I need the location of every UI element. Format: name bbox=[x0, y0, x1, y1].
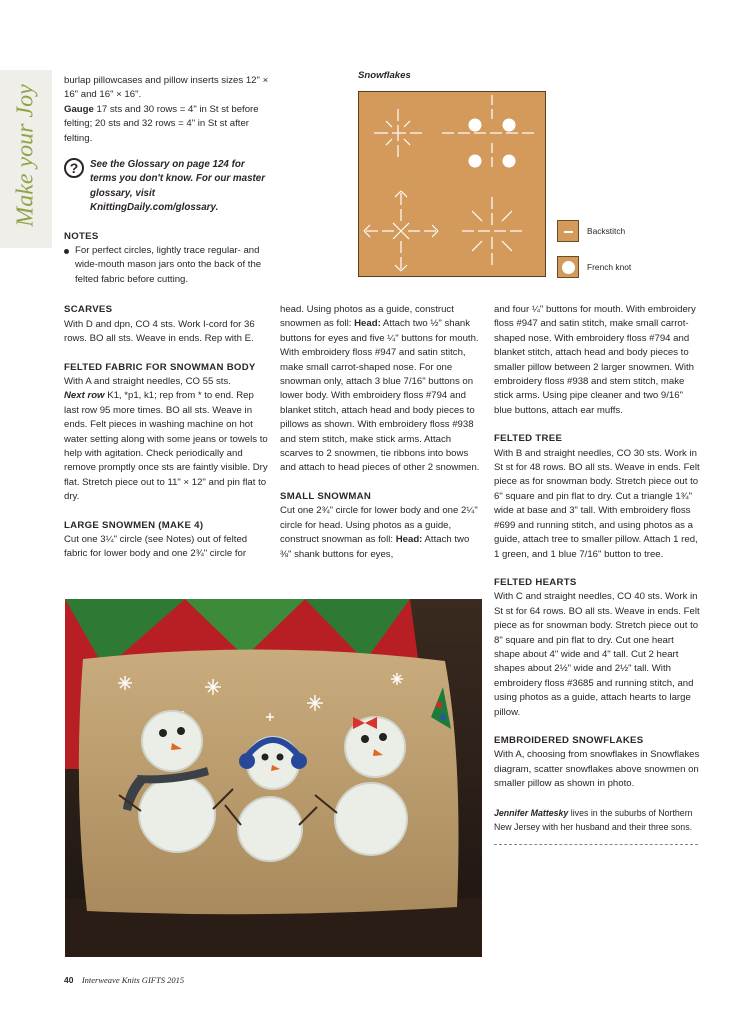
diagram-background bbox=[359, 92, 546, 277]
small-snowman-heading: SMALL SNOWMAN bbox=[280, 490, 372, 502]
bullet-icon bbox=[64, 249, 69, 254]
scarves-heading: SCARVES bbox=[64, 304, 113, 316]
french-knot-icon bbox=[557, 256, 579, 278]
legend-french-knot bbox=[557, 256, 631, 278]
glossary-text: See the Glossary on page 124 for terms you don't know. For our master glossary, visit KnittingDaily.com/glossary. bbox=[90, 159, 266, 214]
large-snowmen-heading: LARGE SNOWMEN (MAKE 4) bbox=[64, 519, 204, 531]
notes-heading: NOTES bbox=[64, 230, 99, 242]
intro-text: burlap pillowcases and pillow inserts sizes 12" × 16" and 16" × 16". Gauge 17 sts and 30 rows = 4" in St st before felting; 20 sts and 32 rows = 4" in St st after felting. bbox=[64, 75, 269, 144]
legend-label: Backstitch bbox=[587, 226, 626, 236]
column-3 bbox=[494, 303, 702, 845]
end-rule bbox=[494, 844, 698, 845]
gauge-text: 17 sts and 30 rows = 4" in St st before felting; 20 sts and 32 rows = 4" in St st after felting. bbox=[64, 103, 259, 144]
section-tab-label: Make your Joy bbox=[12, 84, 39, 227]
page-number: 40 bbox=[64, 975, 74, 985]
felted-tree-heading: FELTED TREE bbox=[494, 433, 563, 445]
large-snowmen-continued: head. Using photos as a guide, construct snowmen as foll: Head: Attach two ½" shank buttons for eyes and five ¼" buttons for mouth. With embroidery floss #947 and satin stitch, make small carrot-shaped nose. For one snowman only, attach 3 blue 7/16" buttons on lower body. With embroidery floss #794 and blanket stitch, attach head and body pieces to pillows as shown. With embroidery floss #938 and stem stitch, make stick arms. Attach scarves to 2 snowmen, tie ribbons into bows and attach to head pieces of other 2 snowmen. bbox=[280, 304, 480, 474]
small-snowman-continued: and four ¼" buttons for mouth. With embroidery floss #947 and satin stitch, make small carrot-shaped nose. With embroidery floss #794 and blanket stitch, attach head and body pieces to smaller pillow between 2 larger snowmen. With embroidery floss #938 and stem stitch, make stick arms. Using pipe cleaner and two 9/16" blue buttons, attach ear muffs. bbox=[494, 304, 696, 416]
felted-fabric-heading: FELTED FABRIC FOR SNOWMAN BODY bbox=[64, 361, 256, 373]
question-mark-icon: ? bbox=[64, 158, 84, 178]
large-snowmen-text: Cut one 3¼" circle (see Notes) out of felted fabric for lower body and one 2¾" circle for bbox=[64, 533, 248, 560]
section-tab bbox=[0, 70, 52, 248]
legend-label: French knot bbox=[587, 262, 632, 272]
felted-fabric-text: With A and straight needles, CO 55 sts. Next row K1, *p1, k1; rep from * to end. Rep last row 95 more times. BO all sts. Weave in ends. Felt pieces in washing machine on hot water setting along with some jeans or towels to help with agitation. Check periodically and remove promptly once sts are faintly visible. Dry flat. Stretch piece out to 11" × 12" and pin flat to dry. bbox=[64, 375, 268, 503]
glossary-callout bbox=[64, 158, 270, 216]
felted-hearts-text: With C and straight needles, CO 40 sts. Work in St st for 64 rows. BO all sts. Weave in ends. Felt piece as for snowman body. Stretch piece out to 8" square and pin flat to dry. Cut one heart shape about 4" wide and 4" tall. Cut 2 heart shapes about 2½" wide and 2½" tall. With embroidery floss #3685 and running stitch, and using photos as a guide, attach hearts to large pillow. bbox=[494, 591, 700, 718]
snowflakes-diagram bbox=[358, 91, 546, 277]
author-bio: Jennifer Mattesky lives in the suburbs of Northern New Jersey with her husband and their three sons. bbox=[494, 807, 693, 832]
publication-name: Interweave Knits GIFTS 2015 bbox=[81, 975, 185, 985]
felted-tree-text: With B and straight needles, CO 30 sts. Work in St st for 48 rows. BO all sts. Weave in ends. Felt piece as for snowman body. Stretch piece out to 6" square and pin flat to dry. Cut a triangle 1¾" wide at base and 3" tall. With embroidery floss #699 and running stitch, and using photos as a guide, attach tree to smaller pillow. Attach 1 red, 1 green, and 1 blue 7/16" button to tree. bbox=[494, 447, 700, 560]
scarves-text: With D and dpn, CO 4 sts. Work I-cord for 36 rows. BO all sts. Weave in ends. Rep with E. bbox=[64, 318, 255, 345]
pillow-photo bbox=[65, 599, 482, 957]
embroidered-snowflakes-text: With A, choosing from snowflakes in Snowflakes diagram, scatter snowflakes above snowmen on smaller pillow as shown in photo. bbox=[494, 749, 700, 790]
page-footer bbox=[64, 975, 184, 985]
small-snowman-text: Cut one 2¾" circle for lower body and one 2¼" circle for head. Using photos as a guide, construct snowman as foll: Head: Attach two ⅜" shank buttons for eyes, bbox=[280, 505, 478, 560]
embroidered-snowflakes-heading: EMBROIDERED SNOWFLAKES bbox=[494, 734, 644, 746]
column-2 bbox=[280, 303, 482, 576]
gauge-label: Gauge bbox=[64, 103, 94, 115]
notes-text: For perfect circles, lightly trace regular- and wide-mouth mason jars onto the back of the felted fabric before cutting. bbox=[75, 245, 262, 285]
notes-item bbox=[64, 244, 270, 287]
felted-hearts-heading: FELTED HEARTS bbox=[494, 576, 577, 588]
legend-backstitch bbox=[557, 220, 625, 242]
column-1 bbox=[64, 74, 270, 576]
backstitch-icon bbox=[557, 220, 579, 242]
diagram-title: Snowflakes bbox=[358, 70, 411, 81]
